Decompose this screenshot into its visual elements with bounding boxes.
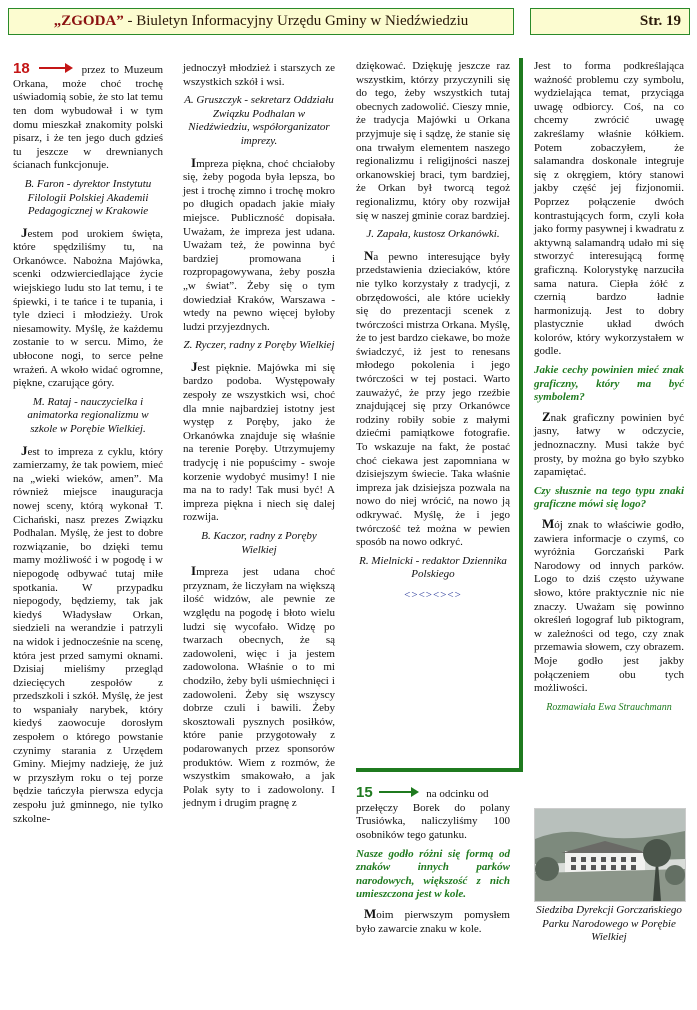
arrow-right-icon xyxy=(39,63,73,78)
continued-page-number: 18 xyxy=(13,60,30,77)
bulletin-subtitle: - Biuletyn Informacyjny Urzędu Gminy w Niedźwiedziu xyxy=(123,13,469,29)
col2-para-1: jednoczył młodzież i starszych ze wszystkich szkół i wsi. xyxy=(183,62,335,88)
col4-para-2: Znak graficzny powinien być jasny, łatwy w odczycie, jednoznaczny. Musi także być prosty, by można go było szybko zapamiętać. xyxy=(534,408,684,479)
col1-para-1: 18 przez to Muzeum Orkana, może choć trochę uświadomią sobie, że sto lat temu ten dom wybudował i w tym domu mieszkał znakomity polski pisarz, i że ten jego duch gdzieś tu jeszcze w drewnianych ścianach funkcjonuje. xyxy=(13,60,164,172)
column-1 xyxy=(13,62,163,831)
signature: B. Faron - dyrektor Instytutu Filologii Polskiej Akademii Pedagogicznej w Krakowie xyxy=(24,177,152,218)
header-title xyxy=(8,8,514,35)
arrow-right-icon xyxy=(379,787,419,802)
continued-page-number: 15 xyxy=(356,784,373,801)
col3-para-1: dziękować. Dziękuję jeszcze raz wszystkim, którzy przyczynili się do tego, żeby wszystkich tutaj obecnych zadowolić. Cieszy mnie, że tradycja Majówki u Orkana przyjmuje się i sądzę, że stanie się ona trwałym elementem naszego regionalizmu i religijności naszej orkanowskiej braci, tym bardziej, że Orkan był tworcą tegoż regionalizmu, który oby rozwijał się w naszej gminie coraz bardziej. xyxy=(356,60,510,222)
col1-para-2: Jestem pod urokiem święta, które spędziliśmy tu, na Orkanówce. Nabożna Majówka, scenki odzwierciedlające życie wiejskiego ludu sto lat temu, i te śpiewki, i te tańce i te tupania, i tyle dzieci i młodzieży. Urok niesamowity. Myślę, że każdemu zostanie to w sercu. Mimo, że ubłocone nogi, to serce pełne wrażeń. A wkoło widać ogromne, piękne, czarujące góry. xyxy=(13,224,163,390)
col2-para-3: Jest pięknie. Majówka mi się bardzo podoba. Występowały zespoły ze wszystkich wsi, choć dla mnie najbardziej istotny jest występ z Poręby, jako że Orkanówka znajduje się właśnie na terenie Poręby. Utrzymujemy tradycję i nie popuścimy - swoje korzenie wydobyć musimy! I nie ma na to rady! Tak musi być! A impreza piękna i niech się dalej rozwija. xyxy=(183,358,335,524)
interview-question: Jakie cechy powinien mieć znak graficzny, który ma być symbolem? xyxy=(534,364,684,404)
interviewer-credit: Rozmawiała Ewa Strauchmann xyxy=(546,701,672,713)
column-2 xyxy=(183,62,335,816)
col2-para-2: Impreza piękna, choć chciałoby się, żeby pogoda była lepsza, bo jest i trochę zimno i trochę mokro po długich opadach jakie miały miejsce. Publiczność dopisała. Uważam, że impreza jest udana. Uważam też, że powinna być bardziej promowana i rozpropagowywana, żeby poszła „w świat”. Żeby się o tym dowiedział Kraków, Warszawa - wtedy na pewno więcej byłoby ludzi przyjezdnych. xyxy=(183,154,335,333)
photo-caption: Siedziba Dyrekcji Gorczańskiego Parku Narodowego w Porębie Wielkiej xyxy=(536,904,682,943)
bottom-para-1-head: 15 na odcinku od xyxy=(356,784,489,801)
bulletin-name: „ZGODA” xyxy=(53,13,124,29)
frame-line xyxy=(519,58,523,770)
column-4 xyxy=(534,60,684,714)
signature: M. Rataj - nauczycielka i animatorka regionalizmu w szkole w Porębie Wielkiej. xyxy=(27,395,149,436)
col2-para-4: Impreza jest udana choć przyznam, że liczyłam na większą ilość widzów, ale pewnie ze względu na pogodę i błoto wielu ludzi się wycofało. Widzę po twarzach obecnych, że są zadowoleni, więc i ja jestem zadowolona. Właśnie o to mi chodziło, żeby byli uśmiechnięci i zadowoleni. Żeby się wszyscy dobrze czuli i bawili. Żeby skosztowali pysznych posiłków, które panie przygotowały z podarowanych przez sponsorów produktów. Wiem z rozmów, że wszystkim smakowało, a jak Polak syty to i zadowolony. I jednym i drugim pragnę z xyxy=(183,563,335,810)
signature: B. Kaczor, radny z Poręby Wielkiej xyxy=(201,530,317,556)
column-3 xyxy=(356,60,510,603)
frame-line xyxy=(356,768,523,772)
col4-para-1: Jest to forma podkreślająca ważność problemu czy symbolu, wydzielająca temat, przyciąga uwagę odbiorcy. Coś, na co chcemy zwrócić uwagę zakreślamy właśnie kółkiem. Potem zobaczyłem, że salamandra doskonale integruje się z okręgiem, który stanowi jakby część jej fizjonomii. Poprzez połączenie dwóch kontrastujących form, czyli koła jako formy pasywnej i kwadratu z aktywną salamandrą udało mi się stworzyć interesującą formę graficzną. Kolorystykę narzuciła sama natura. Ciepła żółć z czernią bardzo ładnie harmonizują. Jest to dobry plastycznie układ dwóch kolorów, który wykorzystałem w godle. xyxy=(534,60,684,358)
park-headquarters-photo xyxy=(534,808,686,902)
interview-question: Nasze godło różni się formą od znaków innych parków narodowych, większość z nich umieszczona jest w kole. xyxy=(356,847,510,901)
decorative-divider: <><><><> xyxy=(404,588,462,601)
signature: J. Zapała, kustosz Orkanówki. xyxy=(366,228,500,241)
bottom-para-2: Moim pierwszym pomysłem było zawarcie znaku w kole. xyxy=(356,905,510,935)
interview-question: Czy słusznie na tego typu znaki graficzne mówi się logo? xyxy=(534,484,684,511)
col4-para-3: Mój znak to właściwie godło, zawiera informacje o czymś, co wyróżnia Gorczański Park Narodowy od innych parków. Logo to dziś często używane słowo, które praktycznie nic nie znaczy. Uważam się powinno określeń logograf lub piktogram, w zależności od tego, czy znak przemawia słowem, czy obrazem. Moje godło jest jakby połączeniem obu tych możliwości. xyxy=(534,516,684,695)
page-number xyxy=(530,8,690,35)
signature: Z. Ryczer, radny z Poręby Wielkiej xyxy=(183,339,335,352)
bottom-para-1: przełęczy Borek do polany Trusiówka, naliczyliśmy 100 osobników tego gatunku. xyxy=(356,801,510,841)
page-label: Str. 19 xyxy=(639,13,681,29)
signature: R. Mielnicki - redaktor Dziennika Polskiego xyxy=(359,554,507,581)
col3-para-2: Na pewno interesujące były przedstawienia dzieciaków, które nie tylko korzystały z tradycji, z obrzędowości, ale które uciekły się do prezentacji scenek z twórczości mistrza Orkana. Myślę, że to jest bardzo ciekawe, bo może świadczyć, iż jest to renesans młodego pokolenia i jego twórczości w tej postaci. Warto zauważyć, że przy jego rzeźbie znajdującej się przy Orkanówce rodziny robiły sobie z małymi dziećmi pamiątkowe fotografie. To wskazuje na fakt, że postać choć ciekawa jest zapomniana w dzisiejszym świecie. Taka właśnie impreza jak dzisiejsza pozwala na nowo do niej wrócić, na nowo ją odkrywać. Myślę, że i jego twórczość też można w pewien sposób na nowo odkryć. xyxy=(356,247,510,549)
signature: A. Gruszczyk - sekretarz Oddziału Związku Podhalan w Niedźwiedziu, współorganizator imprezy. xyxy=(184,94,334,147)
continuation-block xyxy=(356,786,510,941)
col1-para-3: Jest to impreza z cyklu, który zamierzamy, że tak powiem, mieć na „wieki wieków, amen”. Ma również miejsce inauguracja nowej sceny, którą wykonał T. Cichański, nasz prezes Związku Podhalan. Myślę, że jest to dobre rozwiązanie, bo dzięki temu mamy możliwość i w pogodę i w niepogodę odbywać tutaj miłe spotkania. W przypadku niepogody, będziemy, tak jak kiedyś Władysław Orkan, siedzieli na werandzie i patrzyli na widok i jednocześnie na scenę, która jest przed samymi oknami. Dzisiaj mieliśmy przegląd dziecięcych zespołów z przedszkoli i szkół. Myślę, że jest to wspaniały narybek, który kiedyś zaowocuje dorosłym zespołem o którego powstanie czynimy starania z Urzędem Gminy. Miejmy nadzieję, że już w przyszłym roku o tej porze będzie tańczyła pierwsza edycja zespołu już gminnego, nie tylko szkolne- xyxy=(13,442,163,825)
